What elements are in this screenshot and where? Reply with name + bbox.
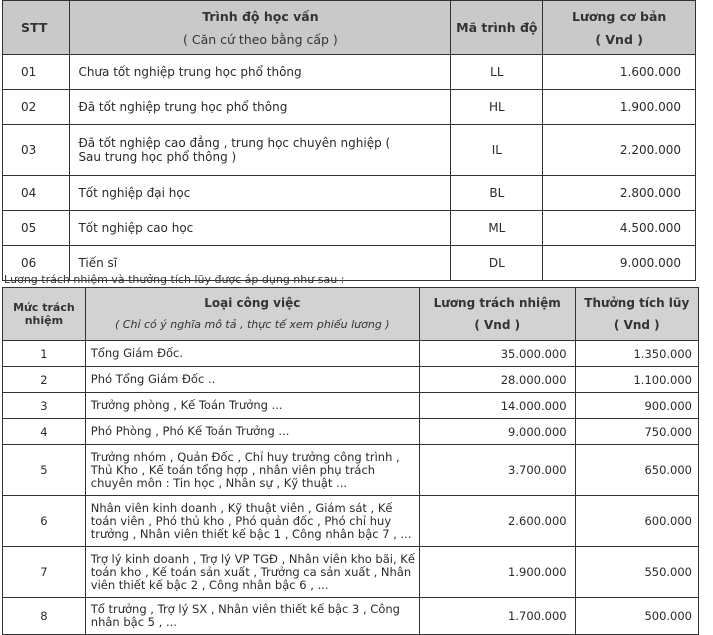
table-row (3, 419, 699, 445)
row-level-code: LL (451, 55, 543, 90)
header-base-salary-label: Lương cơ bản (572, 8, 667, 24)
row-accumulated-bonus: 1.100.000 (575, 367, 698, 393)
row-base-salary: 2.800.000 (543, 176, 696, 211)
header-education-level-sub: ( Căn cứ theo bằng cấp ) (183, 31, 338, 47)
header-base-salary (543, 1, 696, 55)
row-education-level: Chưa tốt nghiệp trung học phổ thông (70, 55, 451, 90)
table-row (3, 341, 699, 367)
row-level: 5 (3, 445, 86, 496)
row-level: 8 (3, 598, 86, 635)
header-education-level (70, 1, 451, 55)
row-job-type: Tổng Giám Đốc. (85, 341, 419, 367)
header-responsibility-salary-label: Lương trách nhiệm (433, 296, 561, 310)
row-responsibility-salary: 35.000.000 (419, 341, 575, 367)
row-level-code: BL (451, 176, 543, 211)
table-row (3, 90, 696, 125)
row-stt: 02 (3, 90, 70, 125)
row-accumulated-bonus: 650.000 (575, 445, 698, 496)
table-row (3, 445, 699, 496)
row-responsibility-salary: 1.900.000 (419, 547, 575, 598)
row-education-level: Tiến sĩ (70, 246, 451, 281)
table-header-row (3, 1, 696, 55)
header-job-type-sub: ( Chỉ có ý nghĩa mô tả , thực tế xem phiếu lương ) (115, 318, 390, 331)
row-responsibility-salary: 1.700.000 (419, 598, 575, 635)
row-responsibility-salary: 28.000.000 (419, 367, 575, 393)
row-job-type: Nhân viên kinh doanh , Kỹ thuật viên , Giám sát , Kế toán viên , Phó thủ kho , Phó quản đốc , Phó chỉ huy trưởng , Nhân viên thiết kế bậc 1 , Công nhân bậc 7 , ... (85, 496, 419, 547)
table-row (3, 55, 696, 90)
header-accumulated-bonus (575, 288, 698, 341)
education-salary-table (2, 0, 696, 281)
row-level-code: IL (451, 125, 543, 176)
row-accumulated-bonus: 550.000 (575, 547, 698, 598)
row-level: 4 (3, 419, 86, 445)
table-header-row (3, 288, 699, 341)
row-base-salary: 4.500.000 (543, 211, 696, 246)
header-education-level-label: Trình độ học vấn (202, 8, 319, 24)
header-job-type-label: Loại công việc (204, 296, 301, 310)
section-caption: Lương trách nhiệm và thưởng tích lũy được áp dụng như sau : (4, 273, 345, 286)
table-row (3, 125, 696, 176)
table-row (3, 393, 699, 419)
row-job-type: Phó Phòng , Phó Kế Toán Trưởng ... (85, 419, 419, 445)
row-base-salary: 2.200.000 (543, 125, 696, 176)
header-responsibility-salary (419, 288, 575, 341)
row-stt: 04 (3, 176, 70, 211)
row-base-salary: 1.900.000 (543, 90, 696, 125)
row-job-type: Trợ lý kinh doanh , Trợ lý VP TGĐ , Nhân viên kho bãi, Kế toán kho , Kế toán sản xuất , Trưởng ca sản xuất , Nhân viên thiết kế bậc 2 , Công nhân bậc 6 , ... (85, 547, 419, 598)
row-job-type: Phó Tổng Giám Đốc .. (85, 367, 419, 393)
table-row (3, 176, 696, 211)
row-education-level: Đã tốt nghiệp trung học phổ thông (70, 90, 451, 125)
header-level-code: Mã trình độ (451, 1, 543, 55)
row-accumulated-bonus: 600.000 (575, 496, 698, 547)
row-level-code: DL (451, 246, 543, 281)
header-job-type (85, 288, 419, 341)
row-level-code: ML (451, 211, 543, 246)
row-education-level: Tốt nghiệp đại học (70, 176, 451, 211)
row-stt: 03 (3, 125, 70, 176)
header-responsibility-level: Mức trách nhiệm (3, 288, 86, 341)
row-responsibility-salary: 3.700.000 (419, 445, 575, 496)
table-row (3, 547, 699, 598)
row-responsibility-salary: 14.000.000 (419, 393, 575, 419)
row-education-level: Đã tốt nghiệp cao đẳng , trung học chuyên nghiệp ( Sau trung học phổ thông ) (70, 125, 451, 176)
table-row (3, 496, 699, 547)
header-base-salary-sub: ( Vnd ) (595, 31, 643, 47)
table-row (3, 367, 699, 393)
row-stt: 05 (3, 211, 70, 246)
row-base-salary: 9.000.000 (543, 246, 696, 281)
header-responsibility-salary-sub: ( Vnd ) (474, 318, 521, 332)
row-job-type: Tổ trưởng , Trợ lý SX , Nhân viên thiết kế bậc 3 , Công nhân bậc 5 , ... (85, 598, 419, 635)
row-education-level: Tốt nghiệp cao học (70, 211, 451, 246)
header-accumulated-bonus-label: Thưởng tích lũy (584, 296, 690, 310)
row-accumulated-bonus: 750.000 (575, 419, 698, 445)
row-accumulated-bonus: 1.350.000 (575, 341, 698, 367)
row-responsibility-salary: 9.000.000 (419, 419, 575, 445)
table-row (3, 211, 696, 246)
row-responsibility-salary: 2.600.000 (419, 496, 575, 547)
row-level: 7 (3, 547, 86, 598)
header-stt: STT (3, 1, 70, 55)
row-level-code: HL (451, 90, 543, 125)
row-accumulated-bonus: 500.000 (575, 598, 698, 635)
row-job-type: Trưởng nhóm , Quản Đốc , Chỉ huy trưởng công trình , Thủ Kho , Kế toán tổng hợp , nhân viên phụ trách chuyên môn : Tin học , Nhân sự , Kỹ thuật ... (85, 445, 419, 496)
row-base-salary: 1.600.000 (543, 55, 696, 90)
row-level: 2 (3, 367, 86, 393)
row-level: 1 (3, 341, 86, 367)
row-job-type: Trưởng phòng , Kế Toán Trưởng ... (85, 393, 419, 419)
row-level: 6 (3, 496, 86, 547)
header-accumulated-bonus-sub: ( Vnd ) (613, 318, 660, 332)
row-stt: 06 (3, 246, 70, 281)
row-level: 3 (3, 393, 86, 419)
responsibility-bonus-table (2, 287, 699, 635)
row-stt: 01 (3, 55, 70, 90)
row-accumulated-bonus: 900.000 (575, 393, 698, 419)
